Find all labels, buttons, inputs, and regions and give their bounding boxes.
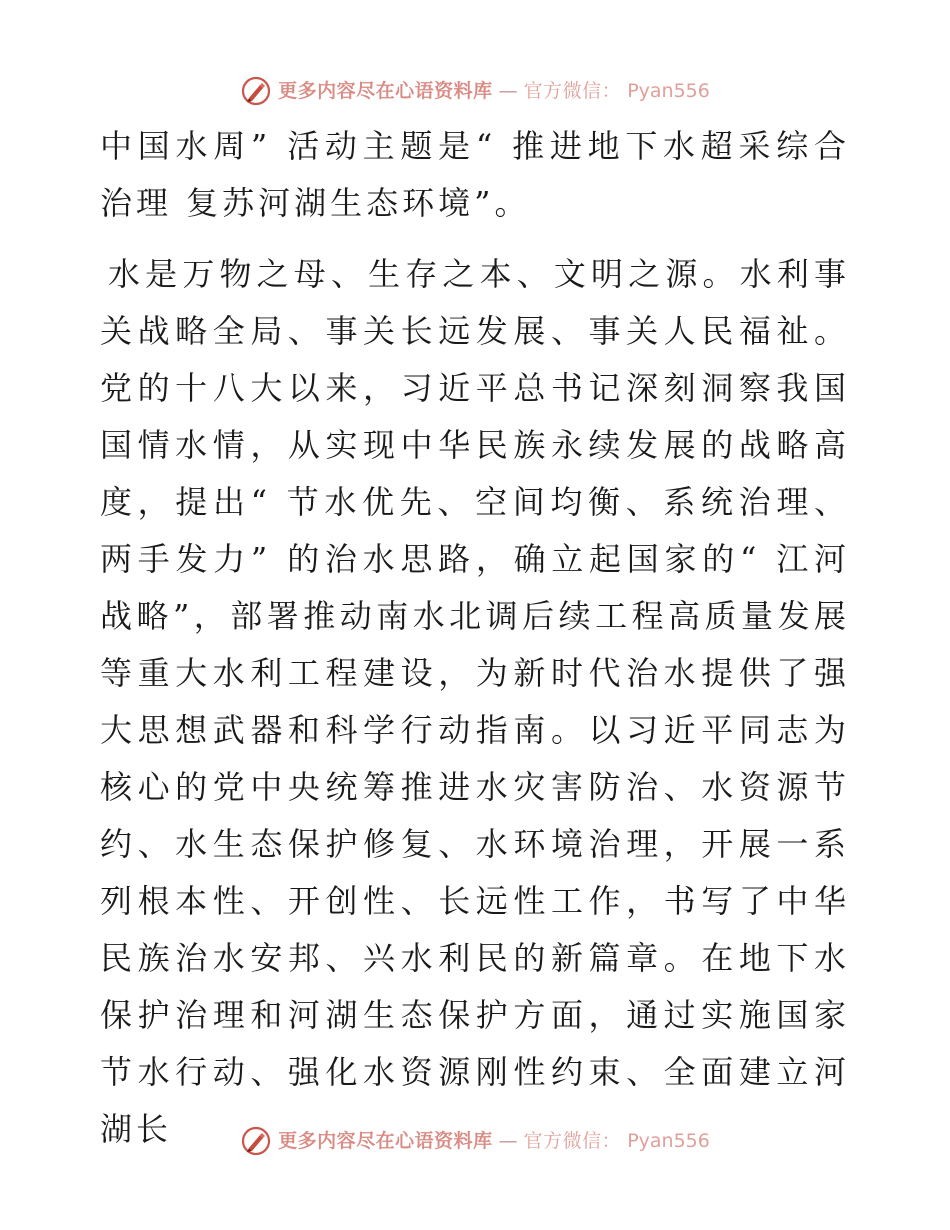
watermark-sub-text: 官方微信： [523, 79, 622, 102]
watermark-sub-text: 官方微信： [523, 1129, 622, 1152]
watermark-account: Pyan556 [627, 79, 710, 102]
watermark-dash: — [498, 79, 518, 102]
watermark-main-text: 更多内容尽在心语资料库 [278, 79, 493, 102]
paragraph-2: 水是万物之母、生存之本、文明之源。水利事关战略全局、事关长远发展、事关人民福祉。党的十八大以来，习近平总书记深刻洞察我国国情水情，从实现中华民族永续发展的战略高度，提出“ 节水优先、空间均衡、系统治理、两手发力” 的治水思路，确立起国家的“ 江河战略”，部署推动南水北调后续工程高质量发展等重大水利工程建设，为新时代治水提供了强大思想武器和科学行动指南。以习近平同志为核心的党中央统筹推进水灾害防治、水资源节约、水生态保护修复、水环境治理，开展一系列根本性、开创性、长远性工作，书写了中华民族治水安邦、兴水利民的新篇章。在地下水保护治理和河湖生态保护方面，通过实施国家节水行动、强化水资源刚性约束、全面建立河湖长 [100, 255, 850, 1148]
pen-logo-icon [240, 1125, 272, 1157]
document-body [100, 118, 850, 1158]
watermark-dash: — [498, 1129, 518, 1152]
pen-logo-icon [240, 75, 272, 107]
footer-watermark [0, 1121, 950, 1161]
paragraph-1: 中国水周” 活动主题是“ 推进地下水超采综合治理 复苏河湖生态环境”。 [100, 127, 850, 222]
watermark-main-text: 更多内容尽在心语资料库 [278, 1129, 493, 1152]
watermark-account: Pyan556 [627, 1129, 710, 1152]
header-watermark [0, 71, 950, 111]
